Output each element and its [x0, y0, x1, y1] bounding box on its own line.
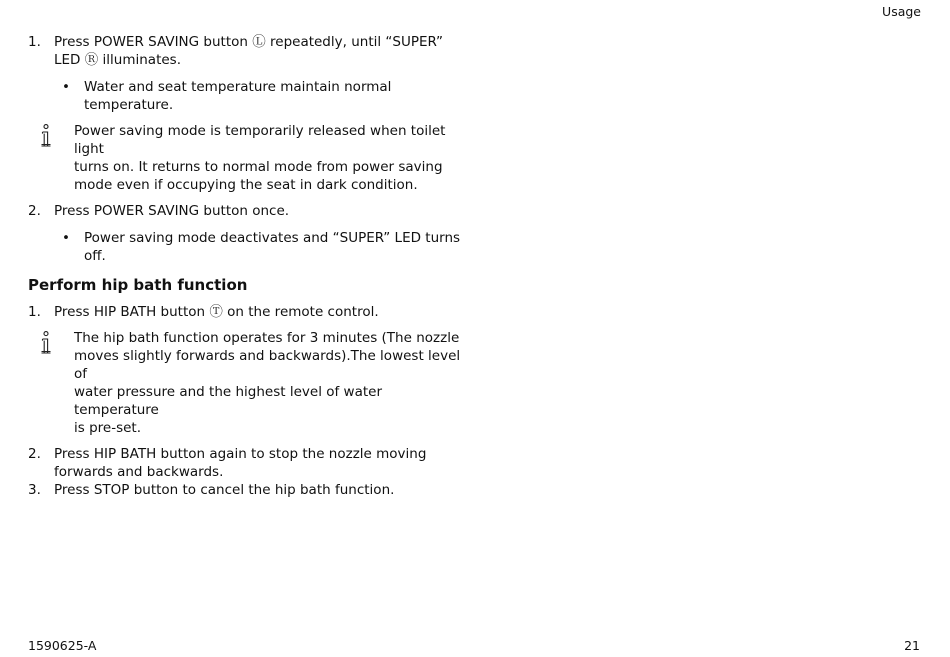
page-content [28, 33, 468, 499]
bullet-icon: • [62, 79, 70, 95]
info-icon [39, 124, 53, 148]
step-text-line: forwards and backwards. [54, 464, 224, 480]
hip-bath-step-2 [28, 445, 468, 481]
note-text-line: mode even if occupying the seat in dark condition. [74, 177, 418, 193]
note-text-line: moves slightly forwards and backwards).The lowest level of [74, 348, 461, 382]
bullet-text: Water and seat temperature maintain normal temperature. [84, 79, 392, 113]
page-header-section: Usage [882, 4, 921, 19]
bullet-icon: • [62, 230, 70, 246]
step-number: 1. [28, 304, 41, 320]
power-saving-step-2 [28, 202, 468, 220]
note-text-line: water pressure and the highest level of water temperature [74, 384, 383, 418]
note-text-line: is pre-set. [74, 420, 141, 436]
step-text-line: Press POWER SAVING button Ⓛ repeatedly, until “SUPER” [54, 34, 444, 50]
step-number: 3. [28, 482, 41, 498]
note-text-line: Power saving mode is temporarily released when toilet light [74, 123, 446, 157]
note-text-line: The hip bath function operates for 3 minutes (The nozzle [74, 330, 460, 346]
footer-doc-code: 1590625-A [28, 638, 97, 653]
hip-bath-info-note [28, 329, 468, 437]
step-number: 2. [28, 203, 41, 219]
step-text-line: Press HIP BATH button Ⓣ on the remote control. [54, 304, 379, 320]
hip-bath-step-1 [28, 303, 468, 321]
step-text-line: Press POWER SAVING button once. [54, 203, 290, 219]
note-text-line: turns on. It returns to normal mode from power saving [74, 159, 443, 175]
bullet-text: Power saving mode deactivates and “SUPER” LED turns off. [84, 230, 461, 264]
step-text-line: Press HIP BATH button again to stop the nozzle moving [54, 446, 427, 462]
footer-page-number: 21 [904, 638, 920, 653]
step-number: 2. [28, 446, 41, 462]
step-number: 1. [28, 34, 41, 50]
power-saving-bullet-2 [28, 229, 468, 265]
section-heading-hip-bath: Perform hip bath function [28, 276, 248, 294]
power-saving-bullet-1 [28, 78, 468, 114]
power-saving-info-note [28, 122, 468, 194]
hip-bath-step-3 [28, 481, 468, 499]
info-icon [39, 331, 53, 355]
step-text-line: Press STOP button to cancel the hip bath function. [54, 482, 395, 498]
step-text-line: LED Ⓡ illuminates. [54, 52, 181, 68]
power-saving-step-1 [28, 33, 468, 69]
